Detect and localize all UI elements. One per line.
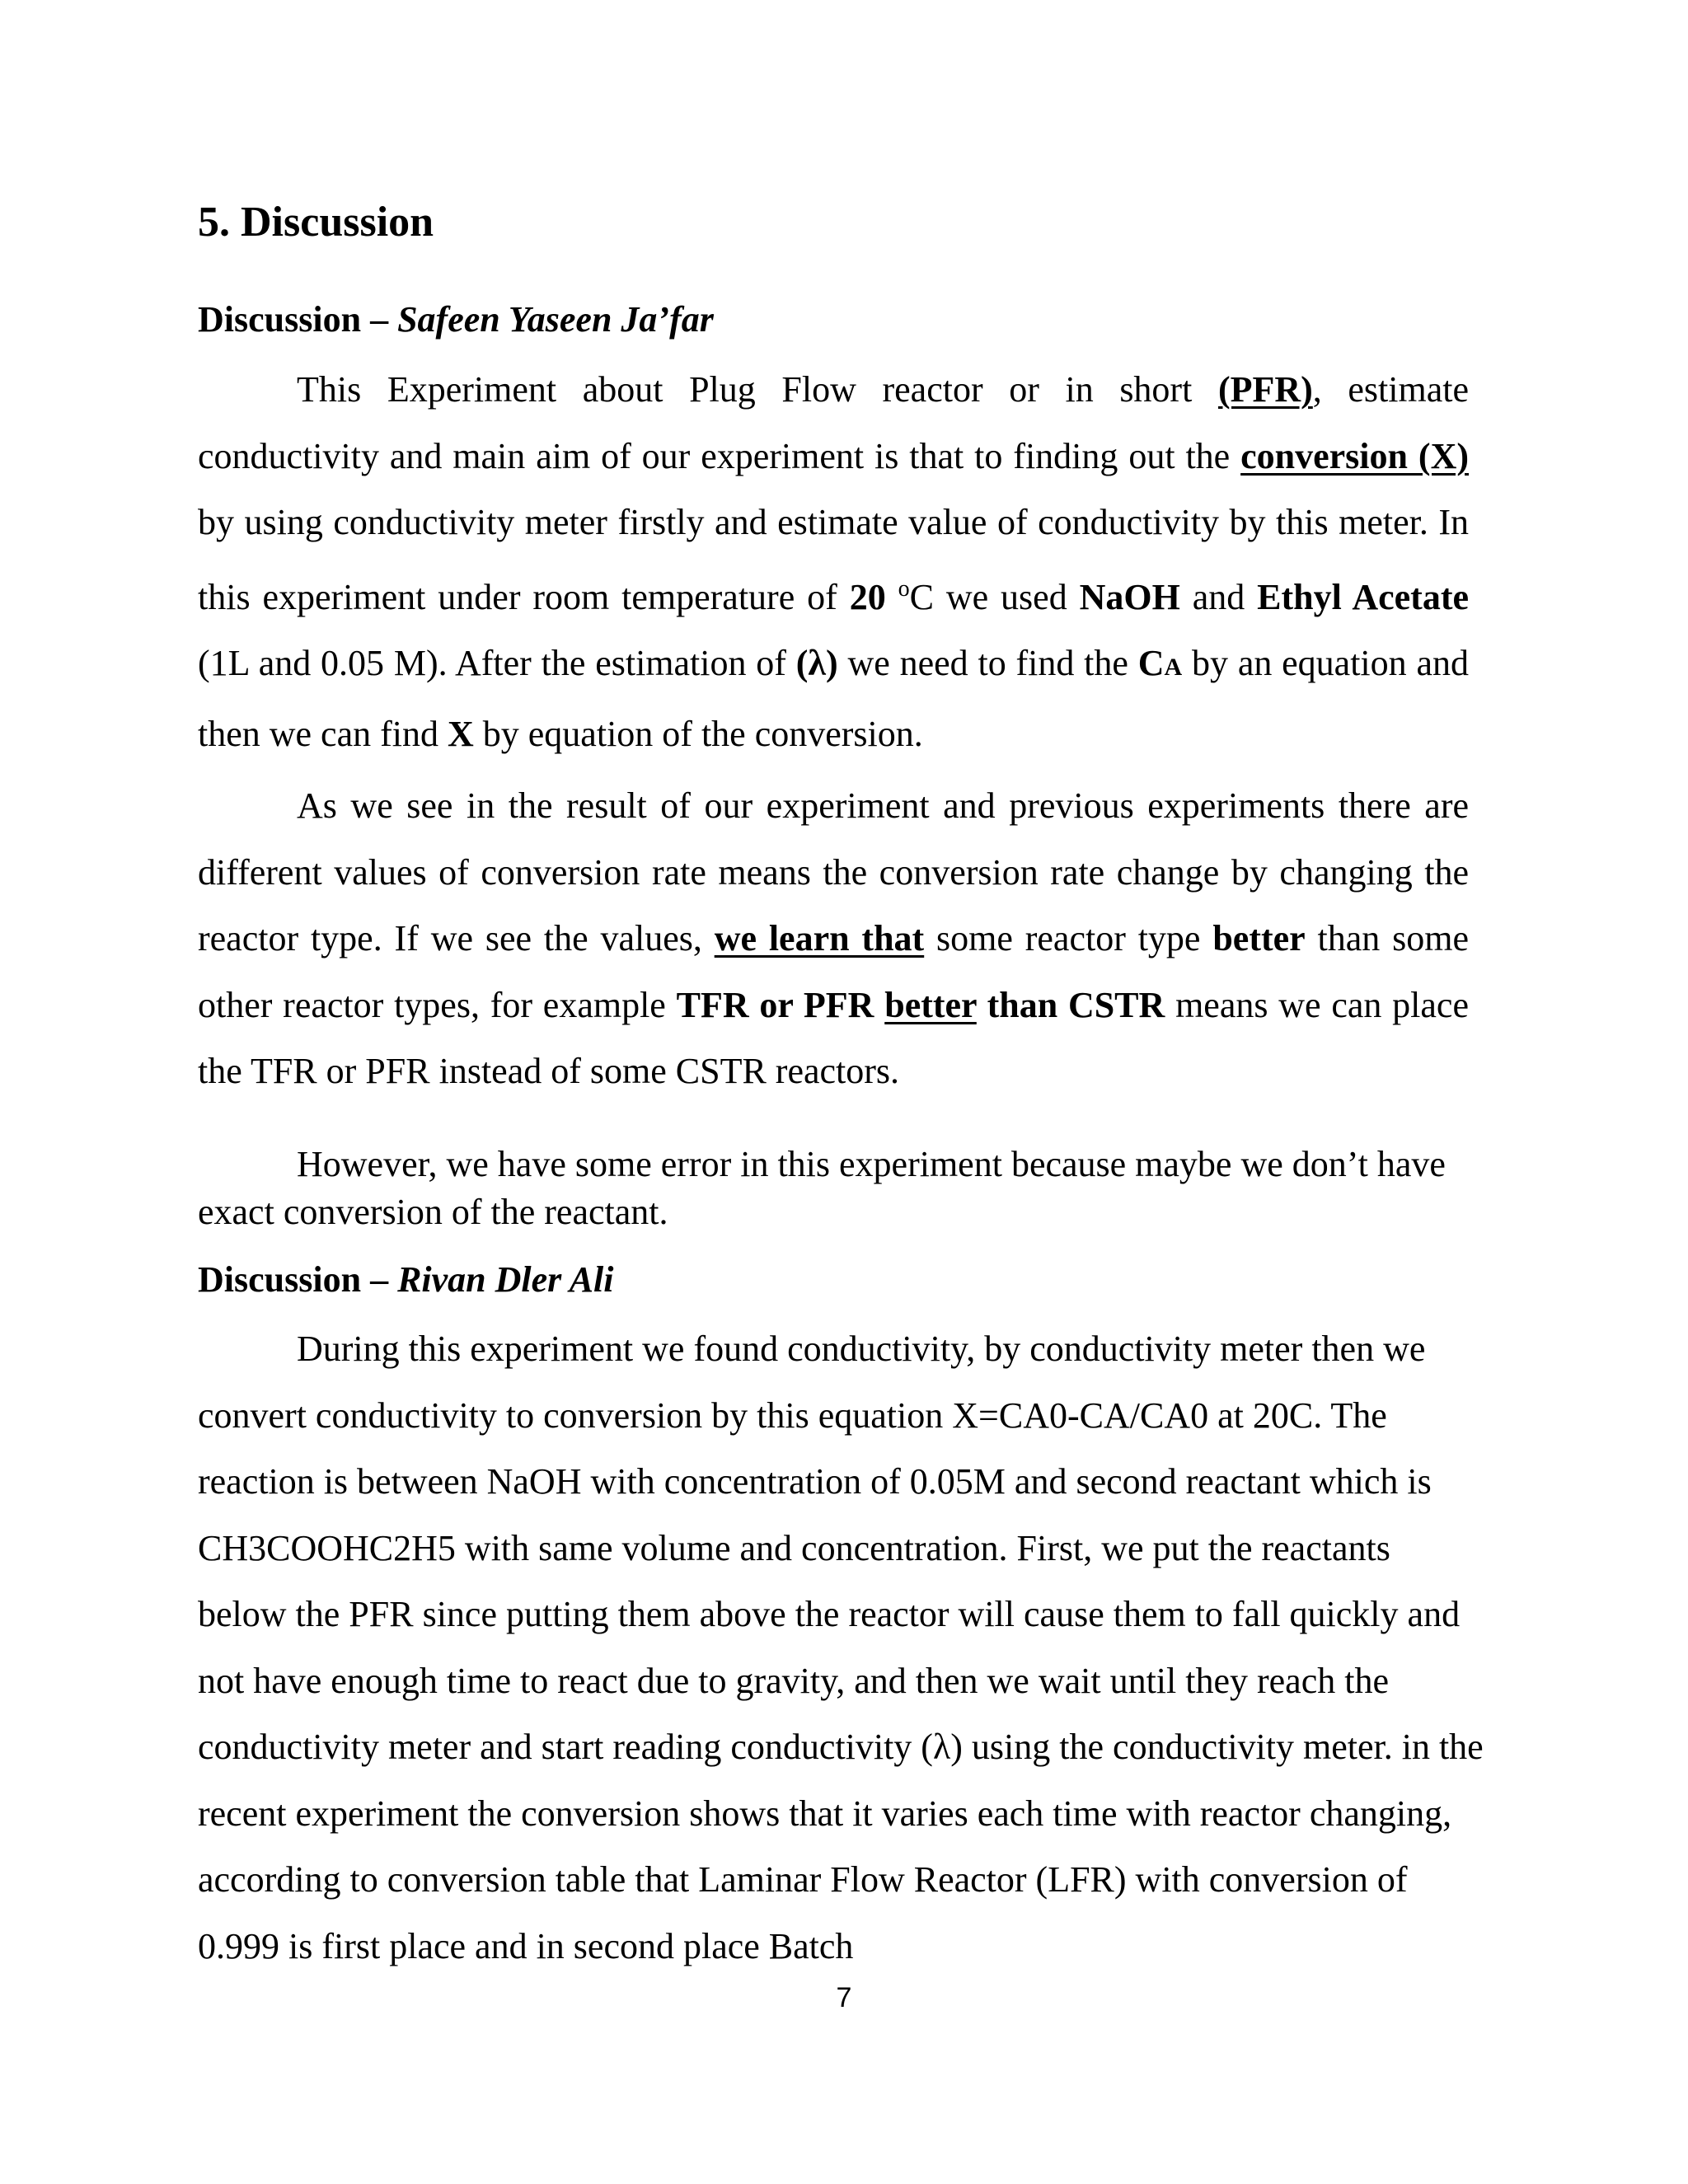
lambda-term: (λ)	[795, 643, 838, 683]
section-title: 5. Discussion	[198, 199, 434, 246]
ca-subscript: A	[1164, 654, 1183, 681]
paragraph-pfr-intro	[198, 357, 1469, 767]
text-run: some reactor type	[924, 918, 1213, 958]
discussion-label: Discussion –	[198, 1259, 398, 1300]
text-run: by equation of the conversion.	[473, 713, 923, 754]
text-run: C we used	[909, 576, 1080, 617]
than-cstr-term: than CSTR	[976, 984, 1165, 1025]
tfr-pfr-term: TFR or PFR	[676, 984, 885, 1025]
author-name: Safeen Yaseen Ja’far	[397, 299, 714, 340]
text-run: , estimate conductivity and main aim of our experiment is that to finding out the	[198, 369, 1470, 476]
paragraph-reactor-comparison	[198, 773, 1469, 1105]
temperature-value: 20	[849, 576, 886, 617]
page-number: 7	[836, 1982, 852, 2013]
ca-term: C	[1137, 643, 1165, 683]
text-run: and	[1179, 576, 1258, 617]
discussion-heading-safeen	[198, 297, 714, 343]
ethyl-acetate-term: Ethyl Acetate	[1257, 576, 1470, 617]
degree-superscript: o	[898, 575, 910, 602]
better-term: better	[1212, 918, 1306, 958]
text-run: This Experiment about Plug Flow reactor or in short	[297, 369, 1218, 410]
text-run: As we see in the result of our experiment and previous experiments there are different values of conversion rate means the conversion rate change by changing the reactor type. If we see the values,	[198, 785, 1469, 958]
discussion-heading-rivan	[198, 1257, 613, 1303]
text-run: by using conductivity meter firstly and estimate value of conductivity by this meter. In this experiment under room temperature of	[198, 502, 1469, 617]
author-name: Rivan Dler Ali	[397, 1259, 614, 1300]
text-run: (1L and 0.05 M). After the estimation of	[198, 643, 796, 683]
we-learn-that-term: we learn that	[714, 918, 925, 958]
discussion-label: Discussion –	[198, 299, 398, 340]
better-underlined-term: better	[884, 984, 977, 1025]
paragraph-rivan: During this experiment we found conductivity, by conductivity meter then we convert conductivity to conversion by this equation X=CA0-CA/CA0 at 20C. The reaction is between NaOH with concentration of 0.05M and second reactant which is CH3COOHC2H5 with same volume and concentration. First, we put the reactants below the PFR since putting them above the reactor will cause them to fall quickly and not have enough time to react due to gravity, and then we wait until they reach the conductivity meter and start reading conductivity (λ) using the conductivity meter. in the recent experiment the conversion shows that it varies each time with reactor changing, according to conversion table that Laminar Flow Reactor (LFR) with conversion of 0.999 is first place and in second place Batch	[198, 1329, 1484, 1966]
x-term: X	[448, 713, 474, 754]
text-run: we need to find the	[837, 643, 1138, 683]
pfr-term: (PFR)	[1217, 369, 1313, 410]
text-run: by an equation and then we can find	[198, 643, 1469, 754]
naoh-term: NaOH	[1079, 576, 1180, 617]
text-run: than some other reactor types, for example	[198, 918, 1469, 1025]
conversion-term: conversion (X)	[1240, 435, 1469, 476]
paragraph-error: However, we have some error in this experiment because maybe we don’t have exact conversion of the reactant.	[198, 1144, 1446, 1232]
text-run: means we can place the TFR or PFR instead of some CSTR reactors.	[198, 984, 1469, 1091]
